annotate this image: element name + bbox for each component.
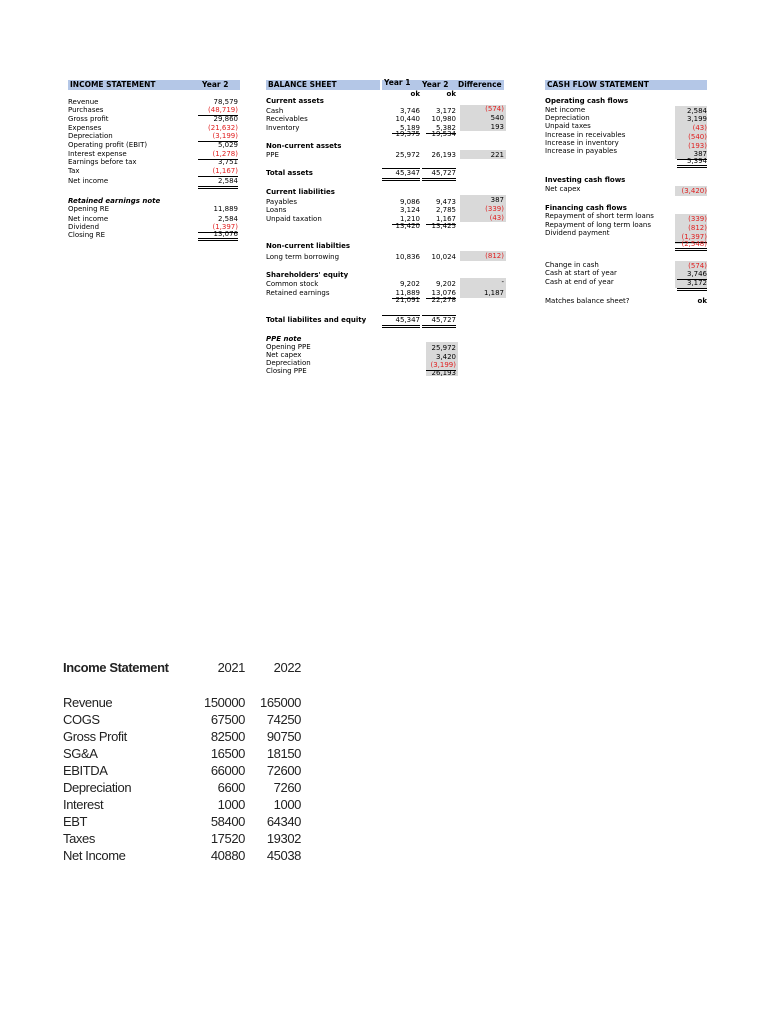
is-label: Tax xyxy=(68,167,80,175)
bs-check-year2: ok xyxy=(446,90,456,98)
is2-y2: 90750 xyxy=(266,729,301,744)
bs-label: Inventory xyxy=(266,124,300,132)
cf-value: (193) xyxy=(688,142,707,150)
is2-y2: 74250 xyxy=(266,712,301,727)
cf-label: Net income xyxy=(545,106,586,114)
re-label: Opening RE xyxy=(68,205,110,213)
income-statement-header xyxy=(68,80,240,90)
bs-label: Payables xyxy=(266,198,297,206)
re-label: Dividend xyxy=(68,223,100,231)
bs-diff: 193 xyxy=(490,123,504,131)
cf-value: (574) xyxy=(688,262,707,270)
is-label: Interest expense xyxy=(68,150,127,158)
cash-flow-section xyxy=(545,80,710,310)
balance-sheet-title: BALANCE SHEET xyxy=(268,80,337,89)
is2-y1: 40880 xyxy=(210,848,245,863)
re-note-title: Retained earnings note xyxy=(68,197,161,205)
is-value: 2,584 xyxy=(198,177,238,189)
is2-label: Net Income xyxy=(63,848,126,863)
bs-col-difference: Difference xyxy=(458,80,502,89)
bs-diff: 1,187 xyxy=(483,289,504,297)
ppe-note-value: (3,199) xyxy=(426,361,456,371)
bs-y2: 5,382 xyxy=(426,124,456,134)
bs-diff: 221 xyxy=(490,151,504,159)
bs-y1: 9,202 xyxy=(399,280,420,288)
ppe-note-title: PPE note xyxy=(266,335,302,343)
cf-financing-title: Financing cash flows xyxy=(545,204,627,212)
is-label: Earnings before tax xyxy=(68,158,137,166)
cf-value: (1,397) xyxy=(675,233,707,243)
cf-label: Repayment of short term loans xyxy=(545,212,654,220)
is-value: 5,029 xyxy=(217,141,238,149)
bs-y2: 13,076 xyxy=(426,289,456,299)
bs-diff: 387 xyxy=(490,196,504,204)
is2-y1: 150000 xyxy=(204,695,245,710)
bs-eq-total-y2: 22,278 xyxy=(431,296,456,304)
bs-diff: 540 xyxy=(490,114,504,122)
bs-total-assets-y1: 45,347 xyxy=(382,168,420,181)
ppe-note-label: Closing PPE xyxy=(266,367,307,375)
bs-diff: (339) xyxy=(485,205,504,213)
cf-value: (540) xyxy=(688,133,707,141)
re-label: Closing RE xyxy=(68,231,106,239)
is2-y1: 6600 xyxy=(217,780,245,795)
is2-y2: 64340 xyxy=(266,814,301,829)
is-label: Expenses xyxy=(68,124,102,132)
cf-label: Cash at start of year xyxy=(545,269,617,277)
bs-ca-total-y2: 19,534 xyxy=(431,130,456,138)
is2-label: EBT xyxy=(63,814,88,829)
bs-label: Long term borrowing xyxy=(266,253,340,261)
is-label: Net income xyxy=(68,177,109,185)
bs-total-assets-y2: 45,727 xyxy=(422,168,456,181)
bs-label: PPE xyxy=(266,151,279,159)
bs-y2: 3,172 xyxy=(435,107,456,115)
bs-label: Retained earnings xyxy=(266,289,330,297)
is2-y1: 16500 xyxy=(210,746,245,761)
bs-diff: (812) xyxy=(485,252,504,260)
bs-cl-total-y1: 13,420 xyxy=(395,222,420,230)
bs-diff: (43) xyxy=(489,214,504,222)
bs-y1: 10,440 xyxy=(395,115,420,123)
is2-col-2022: 2022 xyxy=(273,660,301,675)
is-value: 78,579 xyxy=(213,98,238,106)
bs-y1: 3,746 xyxy=(399,107,420,115)
is2-label: Interest xyxy=(63,797,104,812)
bs-current-liabilities: Current liabilities xyxy=(266,188,335,196)
is2-label: Taxes xyxy=(63,831,95,846)
is-label: Operating profit (EBIT) xyxy=(68,141,148,149)
bs-non-current-liabilities: Non-current liabilties xyxy=(266,242,351,250)
balance-sheet-col-header xyxy=(382,80,504,90)
cash-flow-header xyxy=(545,80,707,90)
is-value: 29,860 xyxy=(213,115,238,123)
bs-total-le-label: Total liabilites and equity xyxy=(266,316,367,324)
bs-label: Common stock xyxy=(266,280,319,288)
is2-label: Depreciation xyxy=(63,780,132,795)
cf-fin-total: (2,548) xyxy=(675,241,707,251)
bs-current-assets: Current assets xyxy=(266,97,324,105)
is2-y1: 67500 xyxy=(210,712,245,727)
bs-y2: 10,980 xyxy=(431,115,456,123)
cash-flow-title: CASH FLOW STATEMENT xyxy=(547,80,649,89)
cf-op-total: 5,394 xyxy=(677,158,707,168)
bs-non-current-assets: Non-current assets xyxy=(266,142,342,150)
re-value: (1,397) xyxy=(198,223,238,233)
is2-y2: 1000 xyxy=(273,797,301,812)
bs-total-assets-label: Total assets xyxy=(266,169,313,177)
bs-col-year2: Year 2 xyxy=(422,80,449,89)
is-label: Gross profit xyxy=(68,115,109,123)
bs-label: Receivables xyxy=(266,115,308,123)
is2-y1: 58400 xyxy=(210,814,245,829)
is2-y1: 17520 xyxy=(210,831,245,846)
cf-matches-value: ok xyxy=(697,297,707,305)
is2-label: Revenue xyxy=(63,695,113,710)
bs-diff: (574) xyxy=(485,105,504,113)
ppe-note-value: 25,972 xyxy=(431,344,456,352)
is-value: (1,167) xyxy=(198,167,238,177)
is2-y1: 82500 xyxy=(210,729,245,744)
is-label: Revenue xyxy=(68,98,99,106)
bs-y2: 9,473 xyxy=(435,198,456,206)
is2-y2: 165000 xyxy=(260,695,301,710)
cf-value: 3,199 xyxy=(686,115,707,123)
bs-y2: 10,024 xyxy=(431,253,456,261)
cf-label: Unpaid taxes xyxy=(545,122,591,130)
cf-label: Depreciation xyxy=(545,114,590,122)
ppe-note-value: 26,193 xyxy=(431,369,456,377)
cf-value: (339) xyxy=(688,215,707,223)
is-label: Purchases xyxy=(68,106,104,114)
cf-label: Increase in inventory xyxy=(545,139,619,147)
is2-y1: 66000 xyxy=(210,763,245,778)
is-value: (1,278) xyxy=(198,150,238,160)
bs-y1: 1,210 xyxy=(392,215,420,225)
is2-y2: 19302 xyxy=(266,831,301,846)
bs-cl-total-y2: 13,425 xyxy=(431,222,456,230)
bs-total-le-y1: 45,347 xyxy=(382,315,420,328)
bs-col-year1: Year 1 xyxy=(384,78,411,87)
is2-label: Gross Profit xyxy=(63,729,127,744)
cf-value: 387 xyxy=(677,150,707,160)
cf-label: Dividend payment xyxy=(545,229,610,237)
is2-label: SG&A xyxy=(63,746,98,761)
cf-label: Repayment of long term loans xyxy=(545,221,652,229)
is-label: Depreciation xyxy=(68,132,113,140)
bs-y2: 26,193 xyxy=(431,151,456,159)
bs-y1: 10,836 xyxy=(395,253,420,261)
is2-y2: 18150 xyxy=(266,746,301,761)
is-value: (3,199) xyxy=(198,132,238,142)
bs-label: Cash xyxy=(266,107,284,115)
re-value: 11,889 xyxy=(213,205,238,213)
cf-value: (3,420) xyxy=(681,187,707,195)
bs-eq-total-y1: 21,091 xyxy=(395,296,420,304)
bs-diff: - xyxy=(501,278,504,286)
is2-y2: 7260 xyxy=(273,780,301,795)
bs-check-year1: ok xyxy=(410,90,420,98)
is-value: (21,632) xyxy=(208,124,238,132)
bs-y1: 9,086 xyxy=(399,198,420,206)
is2-y2: 72600 xyxy=(266,763,301,778)
cf-label: Cash at end of year xyxy=(545,278,614,286)
is2-col-2021: 2021 xyxy=(217,660,245,675)
cf-matches-label: Matches balance sheet? xyxy=(545,297,630,305)
bs-y1: 11,889 xyxy=(392,289,420,299)
bs-equity: Shareholders' equity xyxy=(266,271,349,279)
cf-label: Increase in receivables xyxy=(545,131,626,139)
ppe-note-label: Net capex xyxy=(266,351,302,359)
bs-total-le-y2: 45,727 xyxy=(422,315,456,328)
is-value: (48,719) xyxy=(198,106,238,116)
ppe-note-value: 3,420 xyxy=(435,353,456,361)
bs-y1: 25,972 xyxy=(395,151,420,159)
cf-value: 3,172 xyxy=(677,279,707,291)
bs-label: Loans xyxy=(266,206,287,214)
bs-ca-total-y1: 19,375 xyxy=(395,130,420,138)
cf-value: (43) xyxy=(692,124,707,132)
bs-y2: 9,202 xyxy=(435,280,456,288)
is-value: 3,751 xyxy=(217,158,238,166)
balance-sheet-section xyxy=(266,80,508,385)
cf-operating-title: Operating cash flows xyxy=(545,97,629,105)
cf-label: Increase in payables xyxy=(545,147,617,155)
cf-label: Change in cash xyxy=(545,261,599,269)
re-value: 13,076 xyxy=(198,231,238,241)
balance-sheet-header xyxy=(266,80,380,90)
income-statement-2-section xyxy=(63,660,303,870)
ppe-note-label: Depreciation xyxy=(266,359,311,367)
bs-y1: 3,124 xyxy=(399,206,420,214)
income-statement-title: INCOME STATEMENT xyxy=(70,80,156,89)
ppe-note-label: Opening PPE xyxy=(266,343,311,351)
cf-value: (812) xyxy=(688,224,707,232)
is2-label: EBITDA xyxy=(63,763,108,778)
re-value: 2,584 xyxy=(217,215,238,223)
bs-y2: 1,167 xyxy=(426,215,456,225)
is2-y1: 1000 xyxy=(217,797,245,812)
cf-label: Net capex xyxy=(545,185,581,193)
cf-investing-title: Investing cash flows xyxy=(545,176,626,184)
is2-label: COGS xyxy=(63,712,100,727)
income-statement-section xyxy=(68,80,240,250)
cf-value: 3,746 xyxy=(677,270,707,280)
is2-title: Income Statement xyxy=(63,660,169,675)
bs-label: Unpaid taxation xyxy=(266,215,322,223)
bs-y2: 2,785 xyxy=(435,206,456,214)
bs-y1: 5,189 xyxy=(392,124,420,134)
re-label: Net income xyxy=(68,215,109,223)
income-statement-col: Year 2 xyxy=(202,80,229,89)
is2-y2: 45038 xyxy=(266,848,301,863)
cf-value: 2,584 xyxy=(686,107,707,115)
